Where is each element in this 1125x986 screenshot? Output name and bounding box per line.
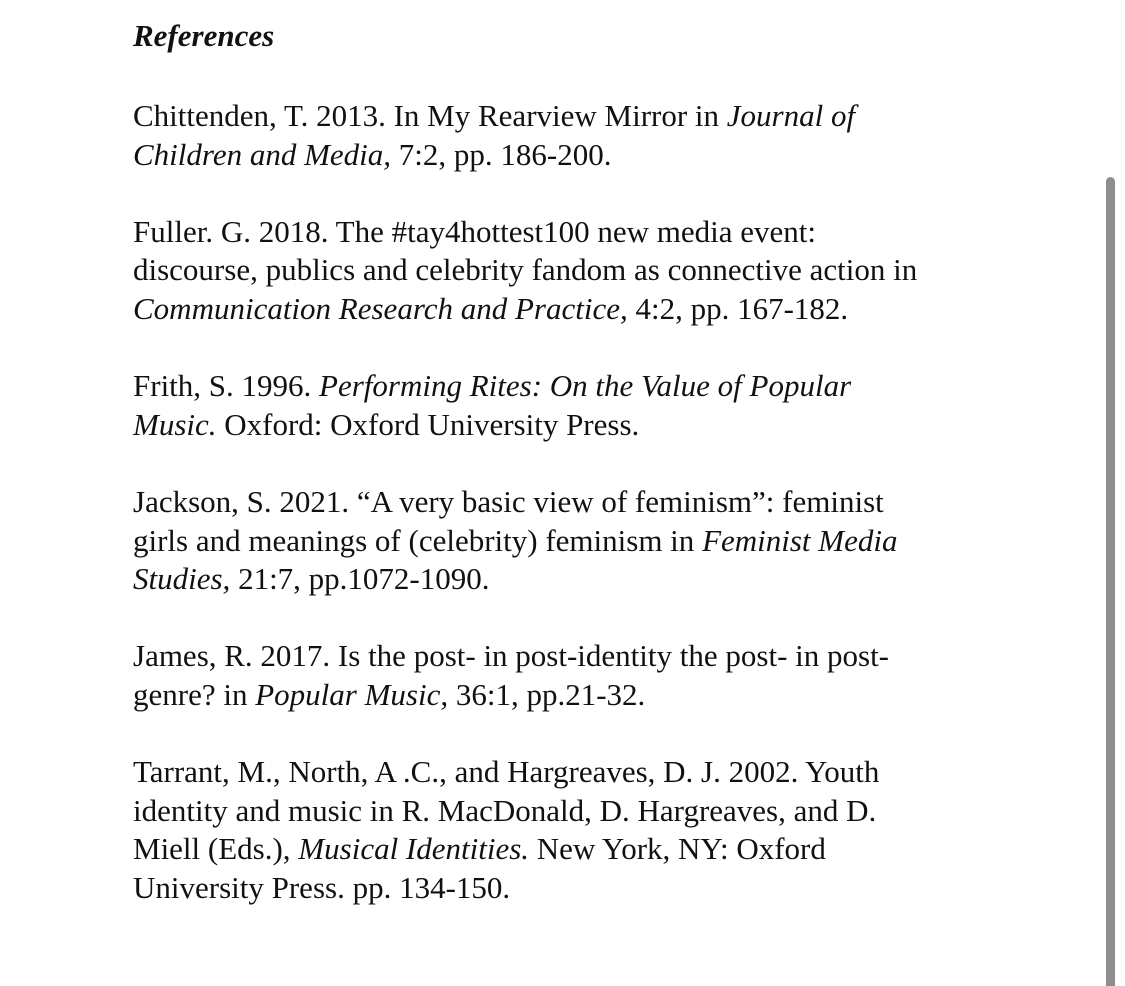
reference-entry-frith: [133, 367, 993, 444]
reference-entry-fuller: [133, 213, 993, 329]
reference-text: genre? in: [133, 676, 256, 712]
reference-line: [133, 830, 993, 869]
reference-text: 4:2, pp. 167-182.: [627, 290, 849, 326]
reference-line: [133, 367, 993, 406]
reference-line: James, R. 2017. Is the post- in post-identity the post- in post-: [133, 638, 890, 674]
reference-line: University Press. pp. 134-150.: [133, 869, 511, 905]
reference-text: Oxford: Oxford University Press.: [216, 406, 640, 442]
reference-text: Chittenden, T. 2013. In My Rearview Mirror in: [133, 98, 727, 133]
reference-line: Tarrant, M., North, A .C., and Hargreaves, D. J. 2002. Youth: [133, 754, 880, 790]
vertical-scrollbar-thumb[interactable]: [1106, 177, 1115, 986]
reference-entry-tarrant: [133, 753, 993, 907]
references-section: [133, 14, 993, 946]
reference-journal-title: Children and Media,: [133, 136, 392, 172]
reference-book-title: Musical Identities.: [298, 831, 530, 867]
reference-line: Fuller. G. 2018. The #tay4hottest100 new media event:: [133, 213, 817, 249]
reference-entry-jackson: [133, 483, 993, 599]
reference-line: discourse, publics and celebrity fandom as connective action in: [133, 252, 918, 288]
reference-line: identity and music in R. MacDonald, D. Hargreaves, and D.: [133, 792, 877, 828]
reference-journal-title: Popular Music,: [255, 676, 449, 712]
reference-line: [133, 97, 993, 136]
reference-entry-chittenden: [133, 97, 993, 174]
reference-line: [133, 676, 993, 715]
reference-line: [133, 522, 993, 561]
reference-journal-title: Feminist Media: [702, 522, 898, 558]
reference-text: 7:2, pp. 186-200.: [391, 136, 612, 172]
reference-line: [133, 136, 993, 175]
reference-text: Frith, S. 1996.: [133, 368, 320, 404]
reference-text: 21:7, pp.1072-1090.: [230, 561, 490, 597]
reference-line: [133, 406, 993, 445]
reference-entry-james: [133, 637, 993, 714]
reference-line: [133, 560, 993, 599]
reference-journal-title: Journal of: [726, 98, 856, 133]
reference-line: Jackson, S. 2021. “A very basic view of feminism”: feminist: [133, 483, 884, 519]
reference-text: girls and meanings of (celebrity) feminism in: [133, 522, 703, 558]
reference-text: New York, NY: Oxford: [529, 831, 826, 867]
references-heading: References: [133, 18, 275, 53]
reference-journal-title: Studies,: [133, 561, 231, 597]
reference-text: 36:1, pp.21-32.: [448, 676, 646, 712]
reference-line: [133, 290, 993, 329]
reference-book-title: Music.: [133, 406, 217, 442]
reference-book-title: Performing Rites: On the Value of Popular: [319, 368, 852, 404]
reference-journal-title: Communication Research and Practice,: [133, 290, 628, 326]
reference-text: Miell (Eds.),: [133, 831, 299, 867]
